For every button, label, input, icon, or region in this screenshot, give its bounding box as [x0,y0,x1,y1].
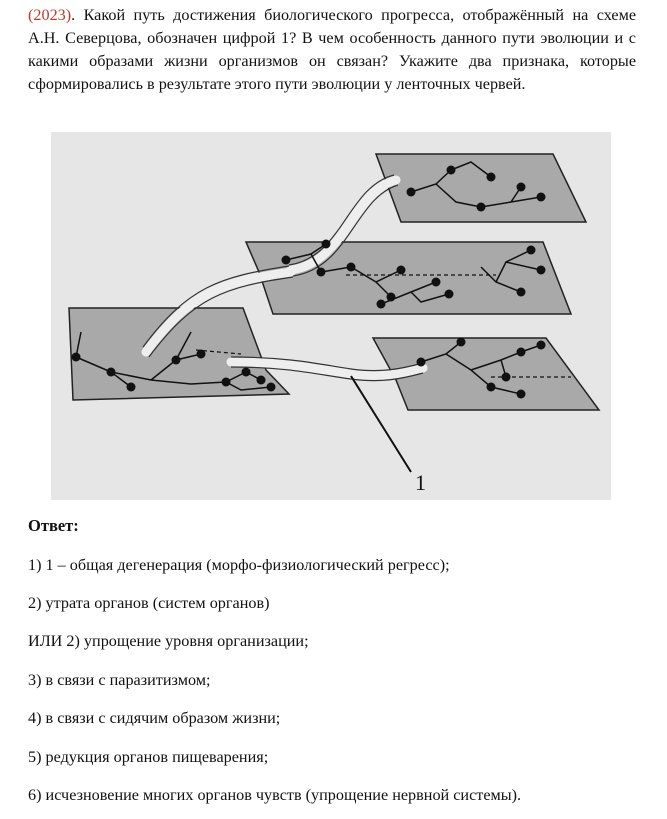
question-year: (2023) [28,6,72,24]
answer-line-2-alt: ИЛИ 2) упрощение уровня организации; [28,632,309,650]
answer-line-2: 2) утрата органов (систем органов) [28,594,270,612]
answer-line-6: 6) исчезновение многих органов чувств (упрощение нервной системы). [28,786,522,804]
answer-title: Ответ: [28,516,79,535]
severtsov-scheme-figure [51,132,611,500]
figure-label-1: 1 [415,470,426,495]
severtsov-scheme-svg [51,132,611,500]
answer-line-5: 5) редукция органов пищеварения; [28,748,269,766]
plate-middle [246,242,571,314]
plate-top [376,154,586,222]
question-text [28,4,636,96]
answer-line-1: 1) 1 – общая дегенерация (морфо-физиологический регресс); [28,556,450,574]
question-body: . Какой путь достижения биологического прогресса, отображённый на схеме А.Н. Северцова, обозначен цифрой 1? В чем особенность данного пути эволюции и с какими образами жизни организмов он связан? Укажите два признака, которые сформировались в результате этого пути эволюции у ленточных червей. [28,6,636,93]
answer-line-4: 4) в связи с сидячим образом жизни; [28,709,281,727]
answer-line-3: 3) в связи с паразитизмом; [28,671,211,689]
